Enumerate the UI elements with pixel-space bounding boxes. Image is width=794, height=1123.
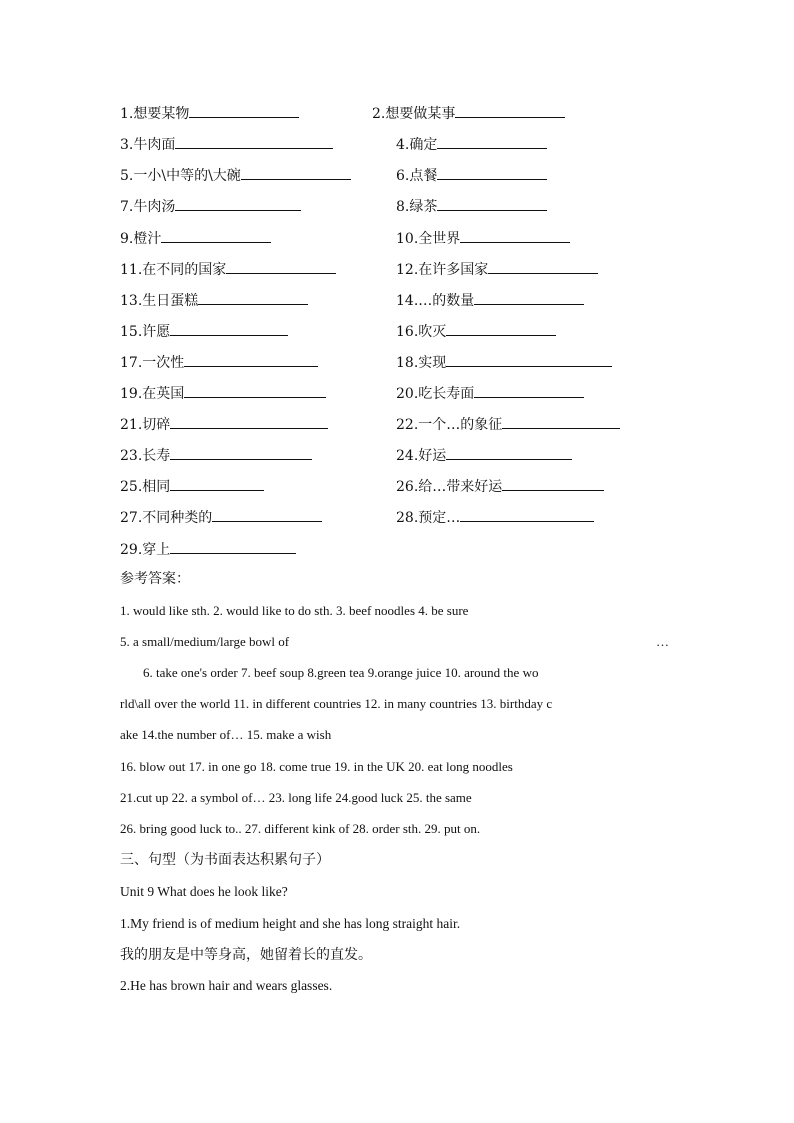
vocab-item-6 (396, 164, 547, 186)
answer-blank[interactable] (437, 164, 547, 180)
sentence-1-chinese: 我的朋友是中等身高，她留着长的直发。 (120, 947, 372, 963)
vocab-item-10 (396, 227, 570, 249)
vocab-label: 29.穿上 (120, 542, 171, 558)
vocab-item-14 (396, 289, 584, 311)
answer-blank[interactable] (437, 195, 547, 211)
vocab-label: 19.在英国 (120, 386, 185, 402)
vocab-item-29 (120, 538, 296, 560)
answer-blank[interactable] (446, 351, 612, 367)
vocab-label: 3.牛肉面 (120, 137, 176, 153)
answer-line-4: rld\all over the world 11. in different countries 12. in many countries 13. birthday c (120, 696, 553, 711)
sentence-2-english: 2.He has brown hair and wears glasses. (120, 978, 333, 993)
unit-title: Unit 9 What does he look like? (120, 884, 288, 899)
vocab-label: 6.点餐 (396, 168, 438, 184)
vocab-item-2 (372, 102, 565, 124)
vocab-label: 18.实现 (396, 355, 447, 371)
vocab-label: 24.好运 (396, 448, 447, 464)
vocab-item-25 (120, 475, 264, 497)
vocab-label: 11.在不同的国家 (120, 262, 227, 278)
vocab-item-27 (120, 506, 322, 528)
answer-blank[interactable] (170, 413, 328, 429)
answer-blank[interactable] (184, 382, 326, 398)
vocab-item-21 (120, 413, 328, 435)
answer-line-7: 21.cut up 22. a symbol of… 23. long life 24.good luck 25. the same (120, 790, 472, 805)
vocab-label: 7.牛肉汤 (120, 199, 176, 215)
vocab-label: 23.长寿 (120, 448, 171, 464)
vocab-label: 28.预定… (396, 510, 461, 526)
vocab-label: 25.相同 (120, 479, 171, 495)
vocab-item-1 (120, 102, 299, 124)
section-title: 三、句型（为书面表达积累句子） (120, 852, 330, 868)
vocab-label: 10.全世界 (396, 231, 461, 247)
answer-blank[interactable] (212, 506, 322, 522)
vocab-item-4 (396, 133, 547, 155)
vocab-label: 13.生日蛋糕 (120, 293, 199, 309)
vocab-label: 20.吃长寿面 (396, 386, 475, 402)
vocab-label: 26.给…带来好运 (396, 479, 503, 495)
answer-blank[interactable] (175, 133, 333, 149)
vocab-item-5 (120, 164, 351, 186)
vocab-item-7 (120, 195, 301, 217)
vocab-label: 22.一个…的象征 (396, 417, 503, 433)
vocab-label: 21.切碎 (120, 417, 171, 433)
vocab-label: 4.确定 (396, 137, 438, 153)
vocab-label: 14.…的数量 (396, 293, 475, 309)
vocab-label: 1.想要某物 (120, 106, 190, 122)
vocab-label: 15.许愿 (120, 324, 171, 340)
vocab-label: 8.绿茶 (396, 199, 438, 215)
answer-blank[interactable] (161, 227, 271, 243)
vocab-item-26 (396, 475, 604, 497)
answer-blank[interactable] (170, 320, 288, 336)
answer-blank[interactable] (170, 444, 312, 460)
vocab-item-19 (120, 382, 326, 404)
answer-blank[interactable] (226, 258, 336, 274)
vocab-label: 27.不同种类的 (120, 510, 213, 526)
vocab-item-28 (396, 506, 594, 528)
vocab-item-3 (120, 133, 333, 155)
answer-line-3: 6. take one's order 7. beef soup 8.green tea 9.orange juice 10. around the wo (143, 665, 539, 680)
vocab-item-18 (396, 351, 612, 373)
answer-line-6: 16. blow out 17. in one go 18. come true 19. in the UK 20. eat long noodles (120, 759, 513, 774)
vocab-label: 16.吹灭 (396, 324, 447, 340)
answer-blank[interactable] (198, 289, 308, 305)
answer-blank[interactable] (474, 289, 584, 305)
answer-blank[interactable] (170, 475, 264, 491)
answer-line-1: 1. would like sth. 2. would like to do sth. 3. beef noodles 4. be sure (120, 603, 469, 618)
vocab-label: 17.一次性 (120, 355, 185, 371)
answer-blank[interactable] (474, 382, 584, 398)
vocab-item-20 (396, 382, 584, 404)
vocab-item-15 (120, 320, 288, 342)
answer-blank[interactable] (184, 351, 318, 367)
answer-line-8: 26. bring good luck to.. 27. different kink of 28. order sth. 29. put on. (120, 821, 481, 836)
vocab-item-13 (120, 289, 308, 311)
vocab-item-16 (396, 320, 556, 342)
answer-blank[interactable] (460, 227, 570, 243)
answer-blank[interactable] (502, 475, 604, 491)
vocab-item-11 (120, 258, 336, 280)
answer-line-5: ake 14.the number of… 15. make a wish (120, 727, 332, 742)
vocab-item-23 (120, 444, 312, 466)
answer-blank[interactable] (488, 258, 598, 274)
sentence-1-english: 1.My friend is of medium height and she has long straight hair. (120, 916, 461, 931)
answer-blank[interactable] (241, 164, 351, 180)
answer-blank[interactable] (175, 195, 301, 211)
answer-blank[interactable] (455, 102, 565, 118)
vocab-item-24 (396, 444, 572, 466)
vocab-item-8 (396, 195, 547, 217)
answer-blank[interactable] (437, 133, 547, 149)
vocab-item-22 (396, 413, 620, 435)
answer-blank[interactable] (446, 444, 572, 460)
vocab-label: 12.在许多国家 (396, 262, 489, 278)
vocab-item-9 (120, 227, 271, 249)
answer-line-2-ellipsis: … (656, 634, 669, 649)
vocab-label: 2.想要做某事 (372, 106, 456, 122)
vocab-item-12 (396, 258, 598, 280)
answer-line-2: 5. a small/medium/large bowl of (120, 634, 290, 649)
answer-blank[interactable] (189, 102, 299, 118)
answer-title: 参考答案： (120, 571, 190, 587)
vocab-label: 9.橙汁 (120, 231, 162, 247)
answer-blank[interactable] (460, 506, 594, 522)
answer-blank[interactable] (446, 320, 556, 336)
vocab-item-17 (120, 351, 318, 373)
answer-blank[interactable] (502, 413, 620, 429)
answer-blank[interactable] (170, 538, 296, 554)
vocab-label: 5.一小\中等的\大碗 (120, 168, 241, 184)
